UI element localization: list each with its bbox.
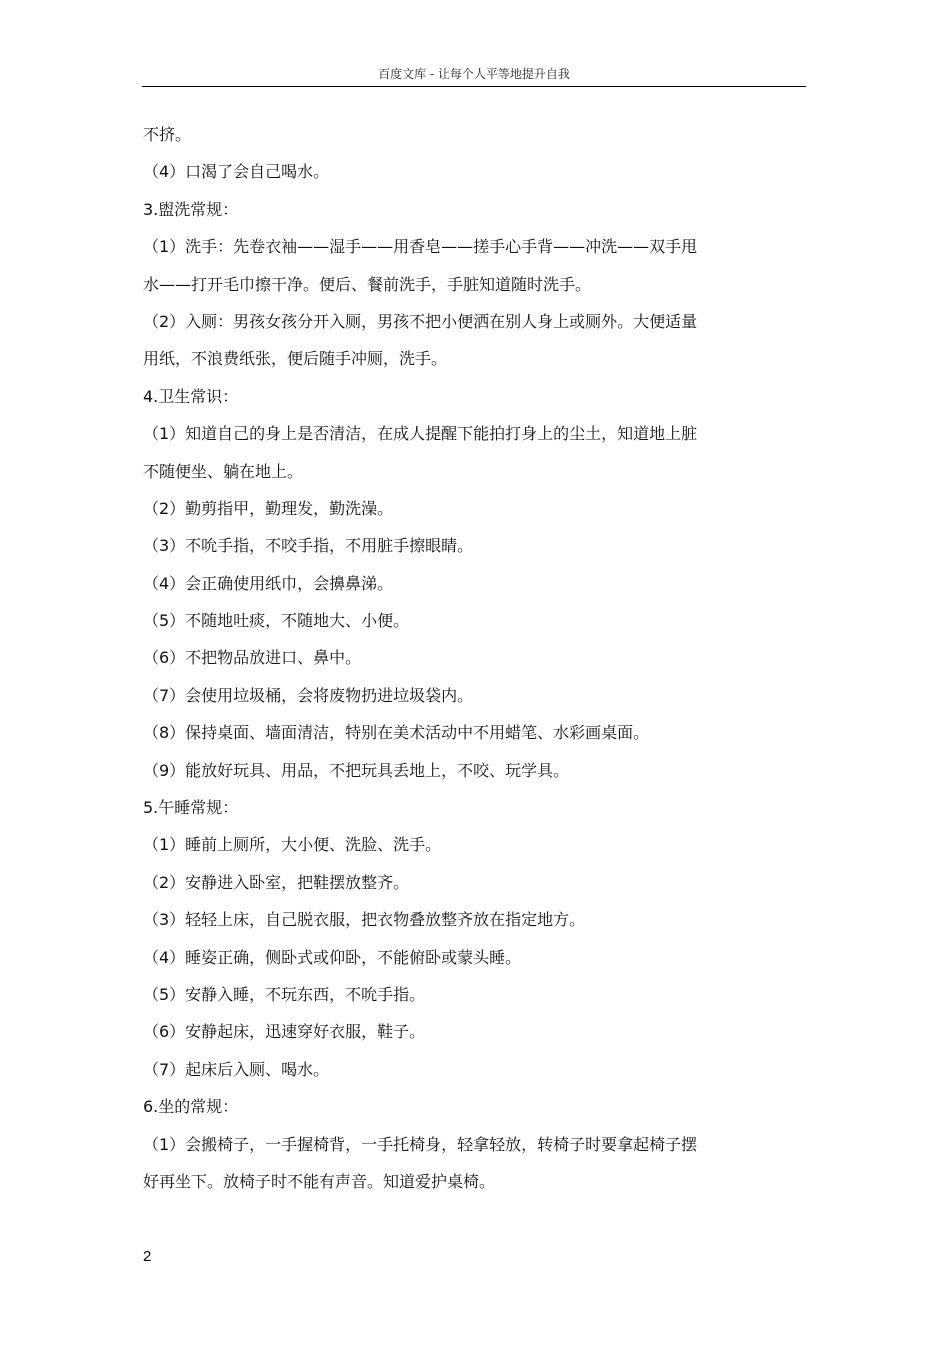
text-line: （1）洗手：先卷衣袖——湿手——用香皂——搓手心手背——冲洗——双手甩	[143, 237, 698, 257]
text-line: （3）轻轻上床，自己脱衣服，把衣物叠放整齐放在指定地方。	[143, 910, 586, 930]
text-line: （2）入厕：男孩女孩分开入厕，男孩不把小便洒在别人身上或厕外。大便适量	[143, 311, 698, 331]
text-line: 好再坐下。放椅子时不能有声音。知道爱护桌椅。	[143, 1171, 496, 1191]
section-heading: 6.坐的常规：	[143, 1097, 239, 1117]
page-number: 2	[143, 1248, 152, 1265]
text-line: （6）不把物品放进口、鼻中。	[143, 648, 362, 668]
section-heading: 4.卫生常识：	[143, 386, 239, 406]
section-heading: 5.午睡常规：	[143, 798, 239, 818]
text-line: 不挤。	[143, 125, 192, 144]
text-line: （4）会正确使用纸巾，会擤鼻涕。	[143, 573, 394, 593]
text-line: （2）勤剪指甲，勤理发，勤洗澡。	[143, 498, 394, 518]
text-line: （9）能放好玩具、用品，不把玩具丢地上，不咬、玩学具。	[143, 760, 570, 780]
text-line: （8）保持桌面、墙面清洁，特别在美术活动中不用蜡笔、水彩画桌面。	[143, 723, 650, 743]
section-heading: 3.盥洗常规：	[143, 199, 239, 219]
text-line: （7）起床后入厕、喝水。	[143, 1059, 330, 1079]
text-line: 不随便坐、躺在地上。	[143, 461, 304, 481]
text-line: （6）安静起床，迅速穿好衣服，鞋子。	[143, 1022, 426, 1042]
text-line: （3）不吮手指，不咬手指，不用脏手擦眼睛。	[143, 536, 474, 556]
text-line: 用纸，不浪费纸张，便后随手冲厕，洗手。	[143, 349, 448, 369]
text-line: 水——打开毛巾擦干净。便后、餐前洗手，手脏知道随时洗手。	[143, 274, 592, 294]
text-line: （5）安静入睡，不玩东西，不吮手指。	[143, 984, 426, 1004]
text-line: （5）不随地吐痰，不随地大、小便。	[143, 611, 410, 631]
text-line: （4）睡姿正确，侧卧式或仰卧，不能俯卧或蒙头睡。	[143, 947, 522, 967]
text-line: （2）安静进入卧室，把鞋摆放整齐。	[143, 872, 410, 892]
text-line: （1）睡前上厕所，大小便、洗脸、洗手。	[143, 835, 442, 855]
page-header: 百度文库 - 让每个人平等地提升自我	[378, 67, 570, 81]
text-line: （7）会使用垃圾桶，会将废物扔进垃圾袋内。	[143, 685, 474, 705]
text-line: （1）知道自己的身上是否清洁，在成人提醒下能拍打身上的尘土，知道地上脏	[143, 424, 698, 444]
text-line: （4）口渴了会自己喝水。	[143, 162, 330, 182]
header-rule	[142, 86, 806, 87]
document-body	[143, 121, 783, 1205]
text-line: （1）会搬椅子，一手握椅背，一手托椅身，轻拿轻放，转椅子时要拿起椅子摆	[143, 1134, 698, 1154]
